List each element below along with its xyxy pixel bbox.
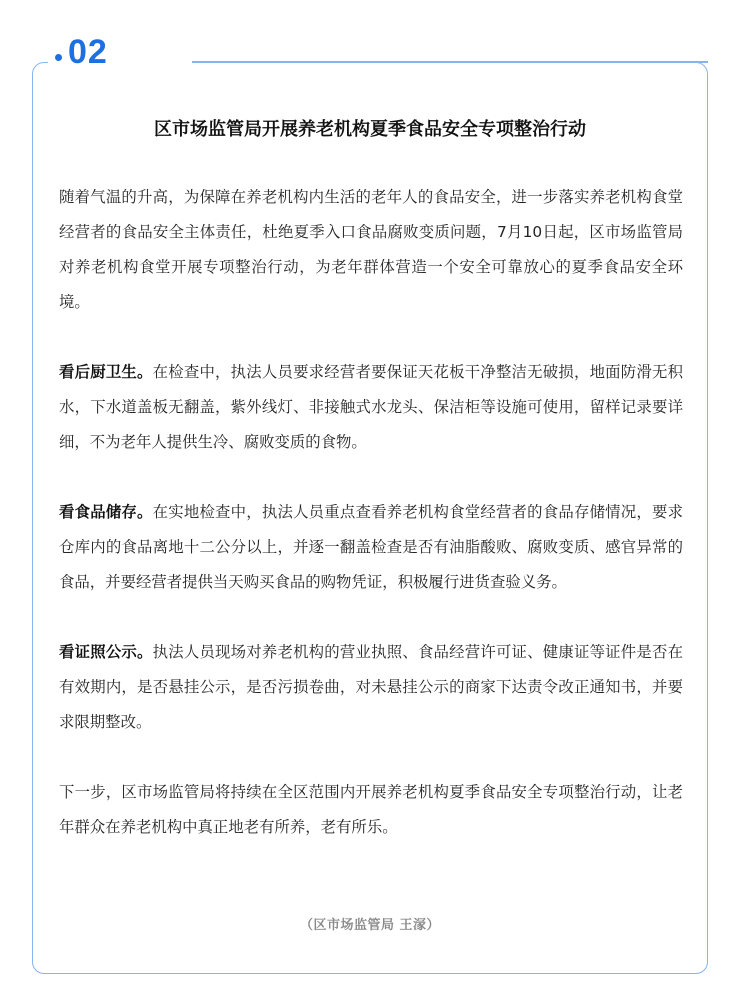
- intro-paragraph: 随着气温的升高，为保障在养老机构内生活的老年人的食品安全，进一步落实养老机构食堂经营者的食品安全主体责任，杜绝夏季入口食品腐败变质问题，7月10日起，区市场监管局对养老机构食堂开展专项整治行动，为老年群体营造一个安全可靠放心的夏季食品安全环境。: [59, 188, 683, 311]
- section-number: 02: [68, 33, 108, 71]
- section-text: 执法人员现场对养老机构的营业执照、食品经营许可证、健康证等证件是否在有效期内，是否悬挂公示，是否污损卷曲，对未悬挂公示的商家下达责令改正通知书，并要求限期整改。: [59, 643, 683, 731]
- bullet-dot-icon: [55, 54, 62, 61]
- header-divider: [192, 61, 708, 63]
- section-heading: 看食品储存。: [59, 503, 153, 521]
- section-paragraph-kitchen: [59, 355, 683, 460]
- article-body: [59, 180, 683, 880]
- section-text: 在检查中，执法人员要求经营者要保证天花板干净整洁无破损，地面防滑无积水，下水道盖板无翻盖，紫外线灯、非接触式水龙头、保洁柜等设施可使用，留样记录要详细，不为老年人提供生冷、腐败变质的食物。: [59, 363, 683, 451]
- section-heading: 看证照公示。: [59, 643, 153, 661]
- closing-paragraph: 下一步，区市场监管局将持续在全区范围内开展养老机构夏季食品安全专项整治行动，让老年群众在养老机构中真正地老有所养，老有所乐。: [59, 783, 683, 836]
- section-text: 在实地检查中，执法人员重点查看养老机构食堂经营者的食品存储情况，要求仓库内的食品离地十二公分以上，并逐一翻盖检查是否有油脂酸败、腐败变质、感官异常的食品，并要经营者提供当天购买食品的购物凭证，积极履行进货查验义务。: [59, 503, 683, 591]
- author-signature: （区市场监管局 王溕）: [299, 918, 441, 933]
- section-paragraph-storage: [59, 495, 683, 600]
- section-paragraph-license: [59, 635, 683, 740]
- section-heading: 看后厨卫生。: [59, 363, 153, 381]
- article-title: 区市场监管局开展养老机构夏季食品安全专项整治行动: [154, 119, 586, 140]
- section-badge: [55, 30, 108, 74]
